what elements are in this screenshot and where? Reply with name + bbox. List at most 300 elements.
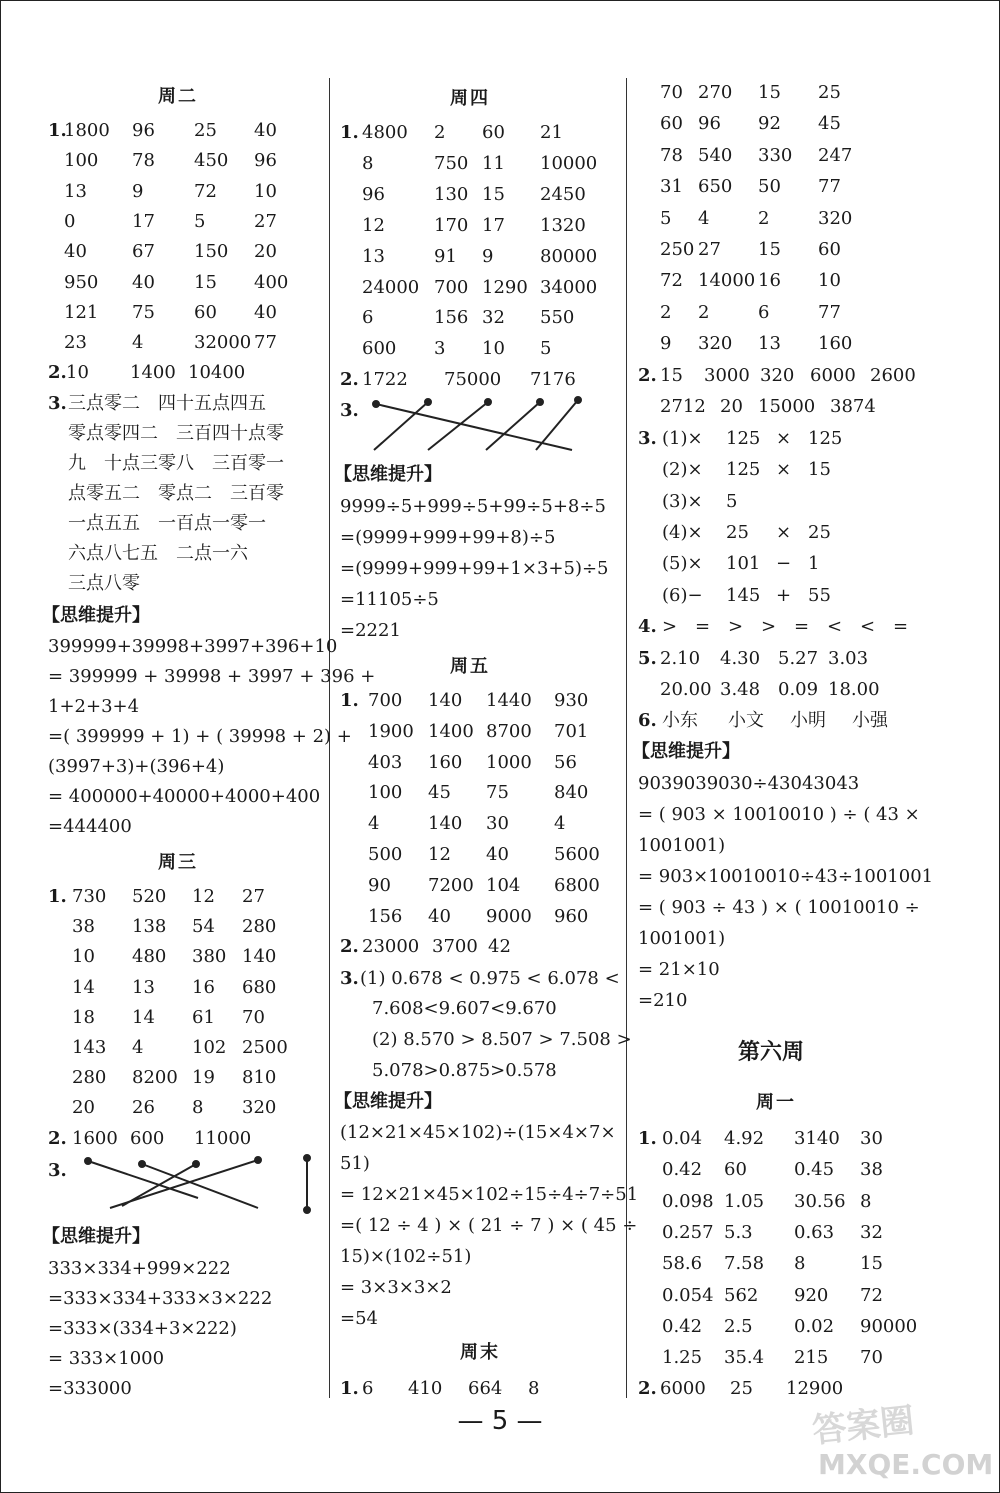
grid-cell: 247 (818, 144, 853, 166)
grid-cell: 70 (660, 82, 683, 103)
grid-cell: 20.00 (660, 679, 712, 700)
grid-cell: 78 (660, 144, 683, 166)
grid-cell: 10 (482, 338, 505, 360)
text-line: 三点零二 四十五点四五 (68, 393, 266, 414)
grid-cell: 20 (254, 241, 277, 263)
grid-cell: 14000 (698, 270, 756, 292)
grid-cell: 9 (660, 333, 672, 355)
grid-cell: 91 (434, 245, 457, 267)
answer-value: 320 (760, 365, 795, 386)
section-heading-zhou3: 周三 (158, 852, 198, 873)
grid-cell: 9 (132, 180, 144, 202)
answer-value: 1722 (362, 369, 408, 390)
answer-value: 2600 (870, 365, 916, 386)
grid-cell: 12 (192, 886, 215, 907)
question-number: 1. (340, 1378, 359, 1399)
grid-cell: 17 (482, 214, 505, 236)
grid-cell: 4.30 (720, 648, 761, 669)
grid-cell: 78 (132, 150, 155, 172)
answer-value: 小强 (852, 710, 888, 731)
math-line: 333×334+999×222 (48, 1258, 231, 1279)
grid-cell: 0.257 (662, 1221, 714, 1243)
comparison-symbol: < (827, 616, 843, 637)
answer-value: 10400 (188, 362, 246, 383)
grid-cell: 150 (194, 241, 229, 263)
comparison-symbol: > (761, 616, 777, 637)
grid-cell: 40 (428, 905, 451, 927)
math-line: =333×(334+3×222) (48, 1318, 237, 1339)
grid-cell: 750 (434, 152, 469, 174)
grid-cell: 1440 (486, 690, 532, 711)
grid-cell: 2 (698, 301, 710, 323)
answer-value: 664 (468, 1378, 503, 1399)
grid-cell: 562 (724, 1284, 759, 1306)
grid-cell: 5.3 (724, 1221, 753, 1243)
grid-cell: 6800 (554, 874, 600, 896)
grid-cell: 280 (72, 1067, 107, 1089)
grid-cell: 7200 (428, 874, 474, 896)
answer-value: 7176 (530, 369, 576, 390)
question-number: 1. (48, 886, 67, 907)
grid-cell: 8 (362, 152, 374, 174)
grid-cell: 1.25 (662, 1347, 703, 1369)
grid-cell: 60 (194, 301, 217, 323)
grid-cell: 13 (132, 976, 155, 998)
text-line: 一点五五 一百点一零一 (68, 513, 266, 534)
grid-cell: 32000 (194, 332, 252, 354)
grid-cell: 160 (428, 751, 463, 773)
grid-cell: 70 (242, 1006, 265, 1028)
answer-value: 20 (720, 396, 743, 417)
grid-cell: 280 (242, 916, 277, 938)
math-line: = 21×10 (638, 959, 720, 980)
grid-cell: 50 (758, 176, 781, 198)
grid-cell: 45 (428, 782, 451, 804)
comparison-symbol: > (728, 616, 744, 637)
grid-cell: 25 (726, 521, 749, 543)
grid-cell: 5 (194, 210, 206, 232)
math-line: =210 (638, 990, 688, 1011)
grid-cell: 540 (698, 144, 733, 166)
question-number: 3. (340, 400, 359, 421)
answer-value: 42 (488, 936, 511, 957)
math-line: 1001001) (638, 928, 726, 949)
question-number: 2. (48, 1128, 67, 1149)
grid-cell: 27 (254, 210, 277, 232)
answer-value: 6 (362, 1378, 374, 1399)
math-line: =54 (340, 1308, 378, 1329)
grid-cell: 15 (860, 1253, 883, 1275)
grid-cell: 143 (72, 1037, 107, 1058)
question-number: 1. (340, 122, 359, 143)
grid-cell: 75 (486, 782, 509, 804)
answer-value: 6000 (660, 1378, 706, 1399)
thinking-title: 【思维提升】 (42, 605, 150, 626)
grid-cell: 121 (64, 301, 99, 323)
grid-cell: 3.48 (720, 679, 761, 700)
answer-value: 小东 (662, 710, 698, 731)
math-line: (2) 8.570 > 8.507 > 7.508 > (372, 1029, 632, 1050)
question-number: 5. (638, 648, 657, 669)
grid-cell: 125 (808, 428, 843, 449)
grid-cell: 40 (254, 301, 277, 323)
question-number: 2. (48, 362, 67, 383)
grid-cell: 156 (368, 905, 403, 927)
grid-cell: 25 (194, 120, 217, 141)
grid-cell: 950 (64, 271, 99, 293)
grid-cell: 45 (818, 113, 841, 135)
grid-cell: 2.5 (724, 1315, 753, 1337)
grid-cell: (3)× (662, 490, 703, 512)
grid-cell: 140 (428, 813, 463, 835)
grid-cell: 140 (242, 946, 277, 968)
grid-cell: 77 (818, 301, 841, 323)
grid-cell: 31 (660, 176, 683, 198)
grid-cell: 14 (132, 1006, 155, 1028)
question-number: 1. (638, 1128, 657, 1149)
grid-cell: 10 (254, 180, 277, 202)
grid-cell: 77 (818, 176, 841, 198)
grid-cell: 15 (808, 459, 831, 481)
section-heading-zhou4: 周四 (450, 88, 490, 109)
grid-cell: 96 (132, 120, 155, 141)
answer-value: 3000 (704, 365, 750, 386)
grid-cell: 17 (132, 210, 155, 232)
grid-cell: 960 (554, 905, 589, 927)
text-line: 点零五二 零点二 三百零 (68, 483, 284, 504)
grid-cell: 0.02 (794, 1315, 835, 1337)
grid-cell: 8700 (486, 720, 532, 742)
grid-cell: 24000 (362, 276, 420, 298)
grid-cell: 320 (818, 207, 853, 229)
grid-cell: 54 (192, 916, 215, 938)
grid-cell: 1320 (540, 214, 586, 236)
grid-cell: 60 (724, 1159, 747, 1181)
grid-cell: 26 (132, 1097, 155, 1119)
grid-cell: 5 (726, 490, 738, 512)
grid-cell: 15 (194, 271, 217, 293)
grid-cell: 810 (242, 1067, 277, 1089)
grid-cell: 1000 (486, 751, 532, 773)
answer-value: 15 (660, 365, 683, 386)
question-number: 3. (340, 968, 359, 989)
question-number: 2. (638, 365, 657, 386)
grid-cell: 4800 (362, 122, 408, 143)
grid-cell: 72 (660, 270, 683, 292)
grid-cell: 102 (192, 1037, 227, 1058)
page-number: — 5 — (457, 1406, 543, 1436)
grid-cell: 12 (362, 214, 385, 236)
grid-cell: 12 (428, 844, 451, 865)
thinking-title: 【思维提升】 (42, 1226, 150, 1247)
grid-cell: 32 (860, 1221, 883, 1243)
answer-value: 3700 (432, 936, 478, 957)
section-heading-zhou1: 周一 (756, 1092, 796, 1113)
grid-cell: 15 (758, 82, 781, 103)
math-line: 7.608<9.607<9.670 (372, 998, 557, 1019)
text-line: 六点八七五 二点一六 (68, 543, 248, 564)
thinking-title: 【思维提升】 (334, 1091, 442, 1112)
grid-cell: 5600 (554, 844, 600, 865)
grid-cell: 40 (64, 241, 87, 263)
grid-cell: 2.10 (660, 648, 701, 669)
grid-cell: 215 (794, 1347, 829, 1369)
grid-cell: 2450 (540, 183, 586, 205)
grid-cell: 60 (660, 113, 683, 135)
math-line: 5.078>0.875>0.578 (372, 1060, 557, 1081)
grid-cell: 10000 (540, 152, 598, 174)
grid-cell: × (776, 521, 792, 543)
math-line: =2221 (340, 620, 401, 641)
grid-cell: 96 (698, 113, 721, 135)
grid-cell: 1800 (64, 120, 110, 141)
section-heading-zhou5: 周五 (450, 656, 490, 677)
grid-cell: 400 (254, 271, 289, 293)
grid-cell: 1400 (428, 720, 474, 742)
grid-cell: 700 (368, 690, 403, 711)
answer-value: 75000 (444, 369, 502, 390)
math-line: 399999+39998+3997+396+10 (48, 636, 338, 657)
math-line: =(9999+999+99+1×3+5)÷5 (340, 558, 609, 579)
grid-cell: 61 (192, 1006, 215, 1028)
thinking-title: 【思维提升】 (632, 741, 740, 762)
question-number: 6. (638, 710, 657, 731)
grid-cell: 96 (362, 183, 385, 205)
grid-cell: 1900 (368, 720, 414, 742)
question-number: 3. (48, 1160, 67, 1181)
question-number: 2. (638, 1378, 657, 1399)
grid-cell: 0.45 (794, 1159, 835, 1181)
math-line: (12×21×45×102)÷(15×4×7× (340, 1122, 616, 1143)
grid-cell: 8200 (132, 1067, 178, 1089)
grid-cell: 11 (482, 152, 505, 174)
grid-cell: 25 (808, 521, 831, 543)
question-number: 3. (48, 393, 67, 414)
grid-cell: 0.09 (778, 679, 819, 700)
math-line: =444400 (48, 816, 132, 837)
text-line: 零点零四二 三百四十点零 (68, 423, 284, 444)
answer-value: 3874 (830, 396, 876, 417)
grid-cell: 550 (540, 307, 575, 329)
grid-cell: 75 (132, 301, 155, 323)
grid-cell: 920 (794, 1284, 829, 1306)
grid-cell: 380 (192, 946, 227, 968)
grid-cell: 30 (486, 813, 509, 835)
grid-cell: 92 (758, 113, 781, 135)
grid-cell: 730 (72, 886, 107, 907)
comparison-symbol: = (893, 616, 909, 637)
grid-cell: 13 (64, 180, 87, 202)
text-line: 三点八零 (68, 573, 140, 594)
matching-lines-zhou4 (340, 78, 625, 498)
math-line: 51) (340, 1153, 370, 1174)
grid-cell: 72 (194, 180, 217, 202)
answer-value: 2712 (660, 396, 706, 417)
grid-cell: 270 (698, 82, 733, 103)
math-line: 9039039030÷43043043 (638, 773, 860, 794)
grid-cell: 130 (434, 183, 469, 205)
answer-value: 410 (408, 1378, 443, 1399)
grid-cell: 3 (434, 338, 446, 360)
grid-cell: 250 (660, 239, 695, 260)
grid-cell: 40 (254, 120, 277, 141)
grid-cell: 35.4 (724, 1347, 765, 1369)
grid-cell: 320 (698, 333, 733, 355)
math-line: = ( 903 ÷ 43 ) × ( 10010010 ÷ (638, 897, 920, 918)
grid-cell: 90 (368, 874, 391, 896)
grid-cell: 0.63 (794, 1221, 835, 1243)
answer-value: 12900 (786, 1378, 844, 1399)
math-line: 9999÷5+999÷5+99÷5+8÷5 (340, 496, 606, 517)
grid-cell: (1)× (662, 428, 703, 449)
math-line: (3997+3)+(396+4) (48, 756, 225, 777)
grid-cell: 8 (860, 1190, 872, 1212)
answer-value: 8 (528, 1378, 540, 1399)
math-line: = 333×1000 (48, 1348, 165, 1369)
comparison-symbol: = (794, 616, 810, 637)
comparison-symbol: = (695, 616, 711, 637)
comparison-symbol: > (662, 616, 678, 637)
grid-cell: 13 (758, 333, 781, 355)
grid-cell: 330 (758, 144, 793, 166)
watermark-url: MXQE.COM (818, 1448, 994, 1481)
answer-value: 10 (66, 362, 89, 383)
grid-cell: 100 (64, 150, 99, 172)
answer-value: 小文 (728, 710, 764, 731)
math-line: =( 12 ÷ 4 ) × ( 21 ÷ 7 ) × ( 45 ÷ (340, 1215, 638, 1236)
answer-value: 1400 (130, 362, 176, 383)
grid-cell: 21 (540, 122, 563, 143)
grid-cell: 650 (698, 176, 733, 198)
grid-cell: 125 (726, 428, 761, 449)
grid-cell: 0.42 (662, 1159, 703, 1181)
grid-cell: 100 (368, 782, 403, 804)
math-line: = 399999 + 39998 + 3997 + 396 + (48, 666, 376, 687)
grid-cell: 0.42 (662, 1315, 703, 1337)
question-number: 2. (340, 369, 359, 390)
grid-cell: 0.054 (662, 1284, 714, 1306)
grid-cell: 18 (72, 1006, 95, 1028)
grid-cell: 6 (362, 307, 374, 329)
grid-cell: 701 (554, 720, 589, 742)
grid-cell: 3140 (794, 1128, 840, 1149)
grid-cell: 20 (72, 1097, 95, 1119)
grid-cell: 3.03 (828, 648, 869, 669)
math-line: =333×334+333×3×222 (48, 1288, 273, 1309)
grid-cell: + (776, 584, 792, 606)
answer-value: 25 (730, 1378, 753, 1399)
question-number: 1. (48, 120, 67, 141)
grid-cell: 4.92 (724, 1128, 765, 1149)
question-number: 1. (340, 690, 359, 711)
grid-cell: − (776, 553, 792, 575)
grid-cell: 156 (434, 307, 469, 329)
grid-cell: 55 (808, 584, 831, 606)
grid-cell: 8 (794, 1253, 806, 1275)
comparison-symbol: < (860, 616, 876, 637)
grid-cell: 60 (482, 122, 505, 143)
grid-cell: 30.56 (794, 1190, 846, 1212)
watermark-logo: 答案圈 (810, 1400, 917, 1452)
section-heading-zhoumo: 周末 (460, 1342, 500, 1363)
grid-cell: 23 (64, 332, 87, 354)
grid-cell: 15 (758, 239, 781, 260)
grid-cell: 500 (368, 844, 403, 865)
math-line: = 12×21×45×102÷15÷4÷7÷51 (340, 1184, 639, 1205)
grid-cell: 4 (698, 207, 710, 229)
math-line: =(9999+999+99+8)÷5 (340, 527, 556, 548)
grid-cell: 4 (554, 813, 566, 835)
math-line: = 3×3×3×2 (340, 1277, 452, 1298)
grid-cell: 9000 (486, 905, 532, 927)
question-number: 3. (638, 428, 657, 449)
grid-cell: 32 (482, 307, 505, 329)
grid-cell: 38 (72, 916, 95, 938)
grid-cell: 0.04 (662, 1128, 703, 1149)
math-line: = 903×10010010÷43÷1001001 (638, 866, 934, 887)
grid-cell: 10 (72, 946, 95, 968)
grid-cell: 1 (808, 553, 820, 575)
answer-value: 11000 (194, 1128, 252, 1149)
grid-cell: 170 (434, 214, 469, 236)
grid-cell: 9 (482, 245, 494, 267)
answer-value: 1600 (72, 1128, 118, 1149)
grid-cell: (5)× (662, 553, 703, 575)
math-line: = 400000+40000+4000+400 (48, 786, 321, 807)
grid-cell: 7.58 (724, 1253, 765, 1275)
grid-cell: (4)× (662, 521, 703, 543)
grid-cell: 4 (132, 1037, 144, 1058)
grid-cell: 56 (554, 751, 577, 773)
grid-cell: 840 (554, 782, 589, 804)
grid-cell: 4 (132, 332, 144, 354)
grid-cell: 700 (434, 276, 469, 298)
math-line: =333000 (48, 1378, 132, 1399)
grid-cell: 160 (818, 333, 853, 355)
grid-cell: 1.05 (724, 1190, 765, 1212)
grid-cell: 5.27 (778, 648, 819, 669)
grid-cell: 320 (242, 1097, 277, 1119)
grid-cell: 40 (486, 844, 509, 865)
math-line: 1001001) (638, 835, 726, 856)
grid-cell: 101 (726, 553, 761, 575)
grid-cell: 520 (132, 886, 167, 907)
grid-cell: 77 (254, 332, 277, 354)
grid-cell: 10 (818, 270, 841, 292)
grid-cell: 90000 (860, 1315, 918, 1337)
answer-value: 600 (130, 1128, 165, 1149)
section-heading-zhou2: 周二 (158, 86, 198, 107)
grid-cell: 19 (192, 1067, 215, 1089)
grid-cell: 2 (434, 122, 446, 143)
grid-cell: 70 (860, 1347, 883, 1369)
thinking-title: 【思维提升】 (334, 464, 442, 485)
grid-cell: 480 (132, 946, 167, 968)
math-line: 1+2+3+4 (48, 696, 140, 717)
grid-cell: 600 (362, 338, 397, 360)
math-line: =( 399999 + 1) + ( 39998 + 2) + (48, 726, 352, 747)
grid-cell: 1290 (482, 276, 528, 298)
text-line: 九 十点三零八 三百零一 (68, 453, 284, 474)
week-title: 第六周 (738, 1039, 805, 1065)
grid-cell: 72 (860, 1284, 883, 1306)
grid-cell: 0.098 (662, 1190, 714, 1212)
grid-cell: (2)× (662, 459, 703, 481)
grid-cell: 14 (72, 976, 95, 998)
grid-cell: 930 (554, 690, 589, 711)
math-line: (1) 0.678 < 0.975 < 6.078 < (360, 968, 620, 989)
answer-value: 15000 (758, 396, 816, 417)
